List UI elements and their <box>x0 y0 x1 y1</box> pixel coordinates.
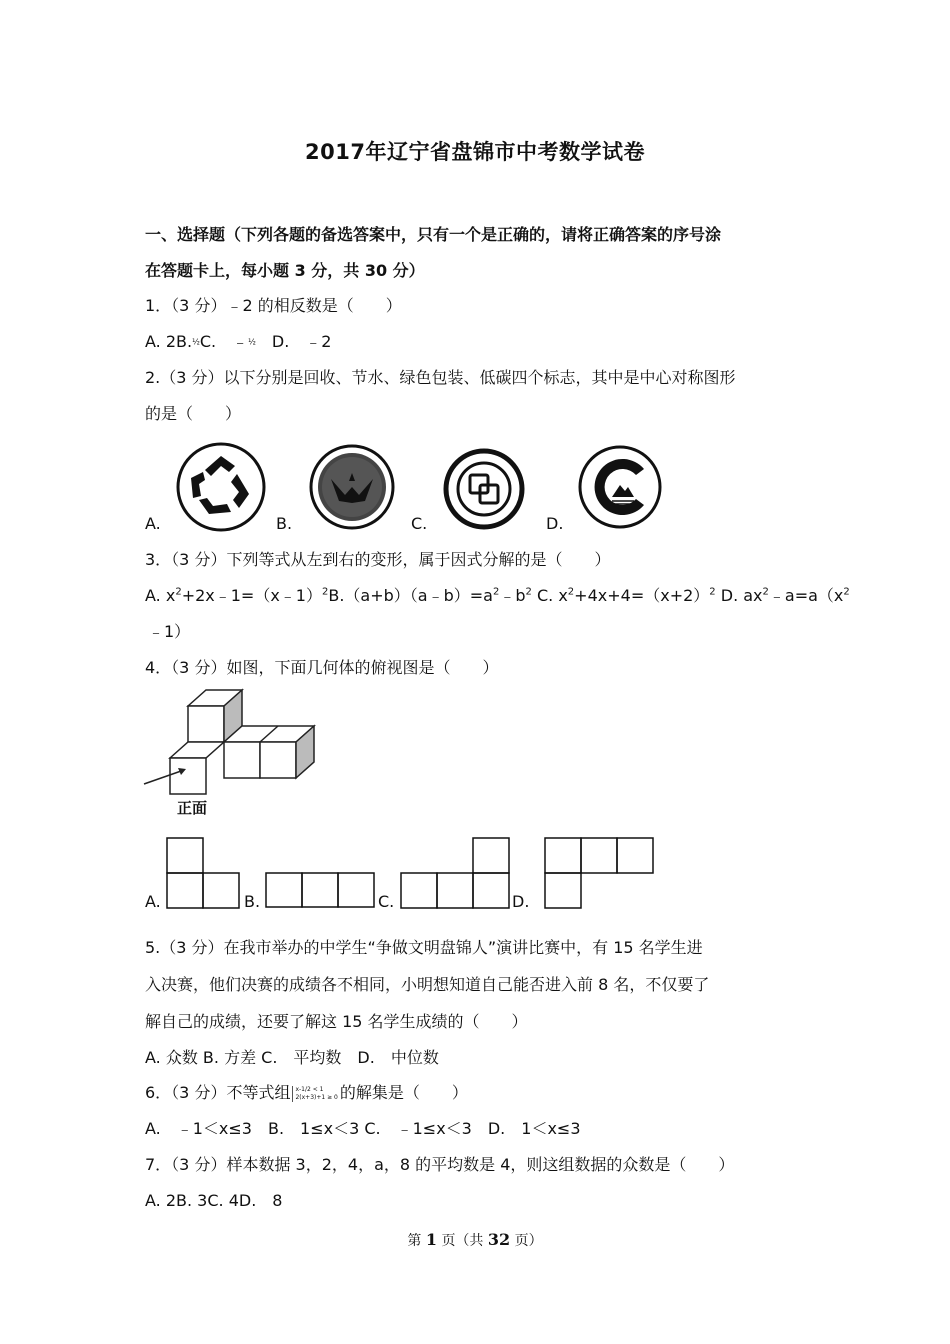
q3-c-part: C. x <box>531 586 568 605</box>
q1-option-c: C. ﹣ <box>199 332 249 351</box>
q1-fraction-c: ½ <box>248 337 256 347</box>
question-6-stem <box>145 1082 468 1104</box>
page-number: 1 <box>425 1230 437 1249</box>
question-7-stem: 7．（3 分）样本数据 3，2，4，a，8 的平均数是 4，则这组数据的众数是（ ） <box>145 1155 735 1174</box>
q2-label-d: D. <box>546 514 564 533</box>
question-6-options: A. ﹣1＜x≤3 B. 1≤x＜3 C. ﹣1≤x＜3 D. 1＜x≤3 <box>145 1119 581 1138</box>
question-2-line1: 2.（3 分）以下分别是回收、节水、绿色包装、低碳四个标志，其中是中心对称图形 <box>145 368 736 387</box>
q4-label-d: D. <box>512 892 530 911</box>
q3-d-rest: ﹣a=a（x <box>768 586 844 605</box>
sup: 2 <box>175 586 182 598</box>
inequality-top: x-1/2 < 1 <box>295 1085 324 1093</box>
question-5-line2: 入决赛，他们决赛的成绩各不相同，小明想知道自己能否进入前 8 名，不仅要了 <box>145 975 710 994</box>
question-4-stem: 4．（3 分）如图，下面几何体的俯视图是（ ） <box>145 658 499 677</box>
total-pages: 32 <box>487 1230 511 1249</box>
q4-option-b-figure <box>264 871 376 909</box>
low-carbon-logo-icon <box>578 443 662 531</box>
sup: 2 <box>843 586 850 598</box>
sup: 2 <box>762 586 769 598</box>
q2-label-c: C. <box>411 514 428 533</box>
question-2-line2: 的是（ ） <box>145 404 242 423</box>
q6-stem-end: 的解集是（ ） <box>339 1083 468 1102</box>
q3-a-part: A. x <box>145 586 176 605</box>
footer-mid: 页（共 <box>441 1233 484 1249</box>
sup: 2 <box>492 586 500 598</box>
q3-d-part: D. ax <box>715 586 763 605</box>
q4-label-a: A. <box>145 892 161 911</box>
sup: 2 <box>567 586 575 598</box>
sup: 2 <box>709 586 716 598</box>
question-5-line3: 解自己的成绩，还要了解这 15 名学生成绩的（ ） <box>145 1012 528 1031</box>
question-1-stem: 1．（3 分）﹣2 的相反数是（ ） <box>145 296 402 315</box>
q3-b-part: B.（a+b）（a﹣b）=a <box>328 586 493 605</box>
q4-label-b: B. <box>244 892 261 911</box>
section-heading-line2: 在答题卡上，每小题 3 分，共 30 分） <box>145 261 425 280</box>
water-saving-logo-icon <box>309 443 395 531</box>
q4-label-c: C. <box>378 892 395 911</box>
footer-prefix: 第 <box>407 1233 422 1249</box>
page-title: 2017年辽宁省盘锦市中考数学试卷 <box>305 140 645 164</box>
inequality-system <box>292 1086 337 1102</box>
q3-c-rest: +4x+4=（x+2） <box>574 586 710 605</box>
question-5-options: A. 众数 B. 方差 C. 平均数 D. 中位数 <box>145 1048 439 1067</box>
question-5-line1: 5.（3 分）在我市举办的中学生“争做文明盘锦人”演讲比赛中，有 15 名学生进 <box>145 938 703 957</box>
q1-option-d: D. ﹣2 <box>271 332 332 351</box>
question-7-options: A. 2B. 3C. 4D. 8 <box>145 1191 283 1210</box>
q4-option-d-figure <box>543 836 655 910</box>
q4-option-c-figure <box>399 836 511 910</box>
q1-option-a: A. 2B. <box>145 332 193 351</box>
cube-solid-figure <box>142 688 322 818</box>
sup: 2 <box>525 586 532 598</box>
question-3-stem: 3．（3 分）下列等式从左到右的变形，属于因式分解的是（ ） <box>145 550 611 569</box>
sup: 2 <box>321 586 329 598</box>
inequality-bottom: 2(x+3)+1 ≥ 0 <box>295 1093 338 1101</box>
q3-b-rest: ﹣b <box>499 586 526 605</box>
footer-suffix: 页） <box>514 1233 543 1249</box>
green-packaging-logo-icon <box>443 448 525 530</box>
q4-option-a-figure <box>165 836 243 910</box>
q2-label-a: A. <box>145 514 161 533</box>
q6-stem-start: 6．（3 分）不等式组 <box>145 1083 291 1102</box>
recycle-logo-icon <box>175 442 267 532</box>
q2-label-b: B. <box>276 514 293 533</box>
question-1-options <box>145 331 331 354</box>
question-3-options-line2: ﹣1） <box>148 622 191 641</box>
section-heading-line1: 一、选择题（下列各题的备选答案中，只有一个是正确的，请将正确答案的序号涂 <box>145 225 722 244</box>
q3-a-rest: +2x﹣1=（x﹣1） <box>181 586 322 605</box>
q1-fraction-b: ½ <box>192 337 200 347</box>
front-view-label: 正面 <box>177 799 208 817</box>
question-3-options-line1 <box>145 585 850 607</box>
page-footer <box>0 1230 950 1250</box>
